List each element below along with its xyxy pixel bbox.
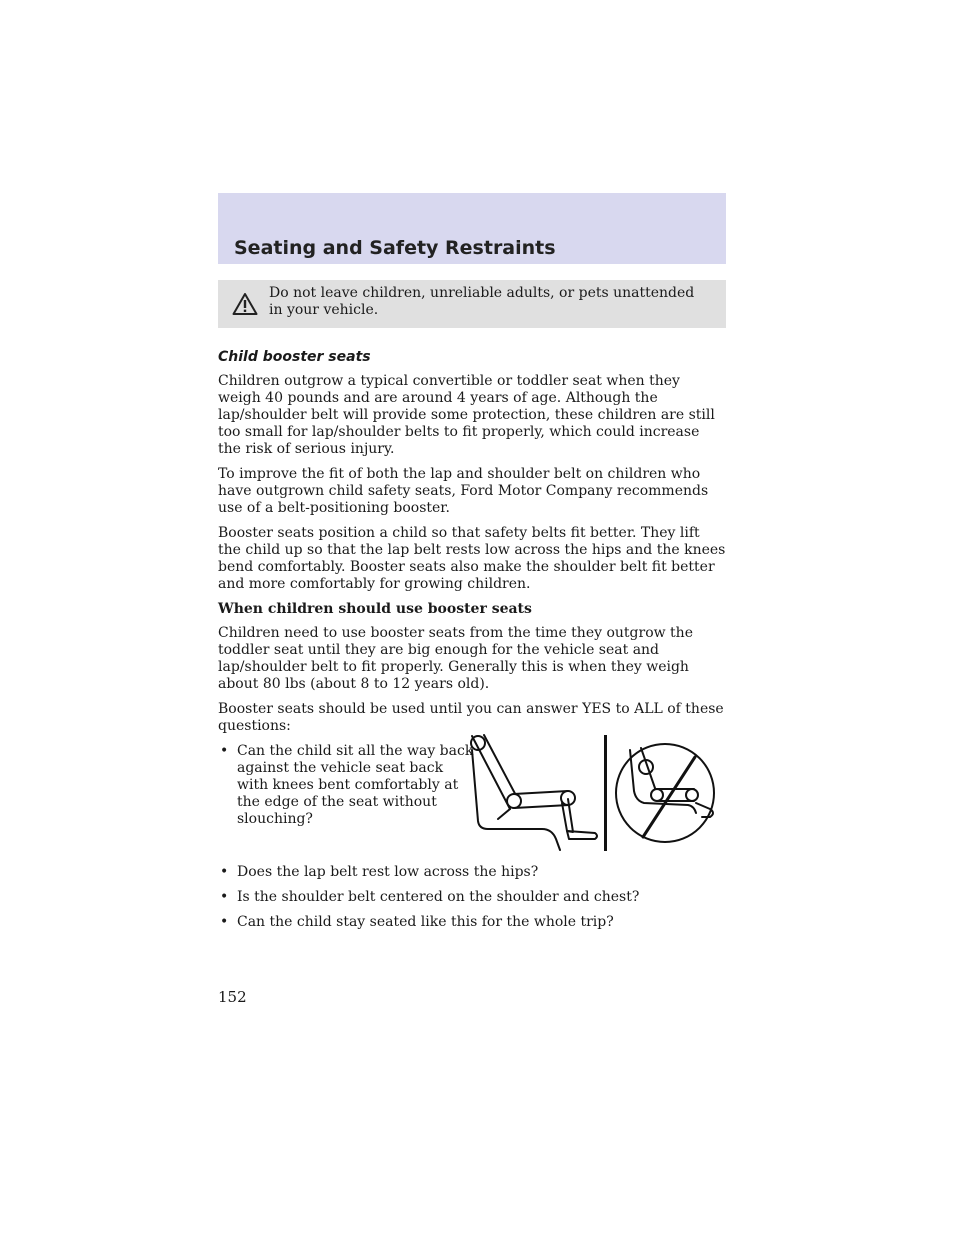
paragraph: To improve the fit of both the lap and shoulder belt on children who have outgrown child safety seats, Ford Motor Company recommends use of a belt-positioning booster. [218,466,709,516]
correct-seating-figure [471,735,597,850]
incorrect-seating-figure [616,744,714,842]
warning-text: Do not leave children, unreliable adults, or pets unattended in your vehicle. [269,285,695,318]
paragraph: Children outgrow a typical convertible or toddler seat when they weigh 40 pounds and are around 4 years of age. Although the lap/shoulder belt will provide some protection, these children are still too small for lap/shoulder belts to fit properly, which could increase the risk of serious injury. [218,373,715,457]
child-booster-seats-heading: Child booster seats [218,349,371,365]
page-number: 152 [218,988,247,1006]
list-item-text: Is the shoulder belt centered on the shoulder and chest? [237,889,640,905]
list-item [218,889,726,906]
divider-line [604,735,607,851]
bullet-symbol: • [220,889,229,905]
bullet-symbol: • [220,743,229,759]
section-header-band [218,193,726,264]
section-title: Seating and Safety Restraints [234,237,556,259]
list-item-text: Can the child stay seated like this for the whole trip? [237,914,614,930]
list-item [218,864,726,881]
paragraph: Children need to use booster seats from the time they outgrow the toddler seat until they are big enough for the vehicle seat and lap/shoulder belt to fit properly. Generally this is when they weigh about 80 lbs (about 8 to 12 years old). [218,625,693,692]
list-item [218,914,726,931]
when-to-use-heading: When children should use booster seats [218,601,532,617]
warning-box [218,280,726,328]
bullet-symbol: • [220,864,229,880]
list-item [218,743,477,856]
bullet-symbol: • [220,914,229,930]
warning-triangle-icon [232,292,258,316]
paragraph: Booster seats should be used until you can answer YES to ALL of these questions: [218,701,724,734]
paragraph: Booster seats position a child so that safety belts fit better. They lift the child up so that the lap belt rests low across the hips and the knees bend comfortably. Booster seats also make the shoulder belt fit better and more comfortably for growing children. [218,525,726,592]
list-item-text: Does the lap belt rest low across the hips? [237,864,539,880]
booster-seat-illustration [470,733,728,853]
list-item-text: Can the child sit all the way back against the vehicle seat back with knees bent comfortably at the edge of the seat without slouching? [237,743,474,827]
